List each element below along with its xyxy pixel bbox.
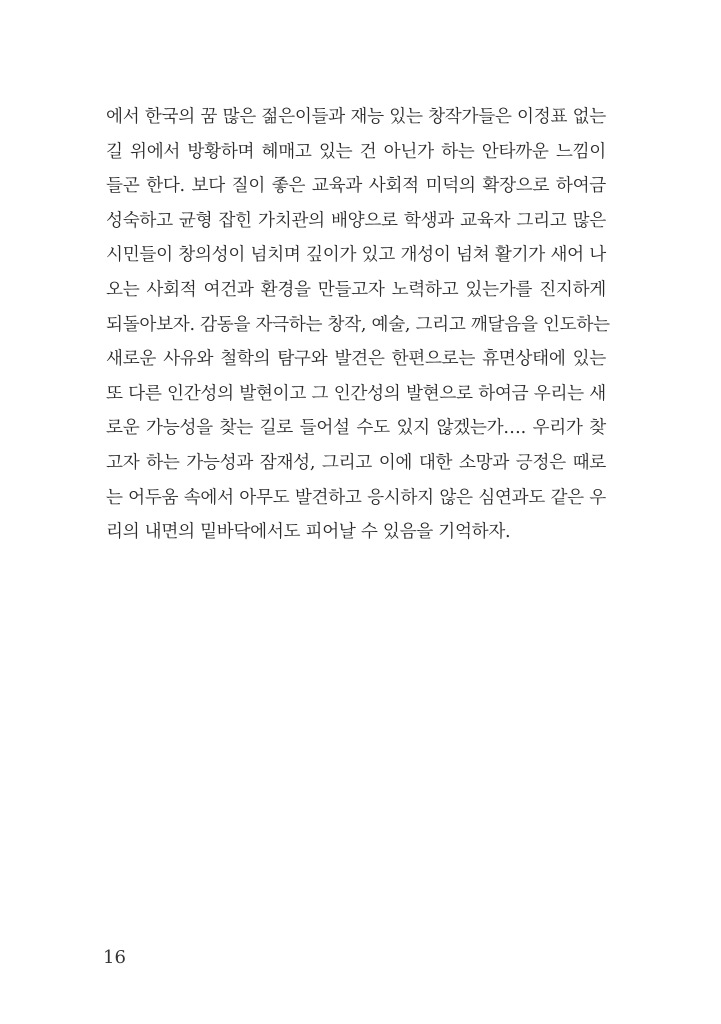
text-line: 들곤 한다. 보다 질이 좋은 교육과 사회적 미덕의 확장으로 하여금 [106, 176, 606, 197]
text-line: 시민들이 창의성이 넘치며 깊이가 있고 개성이 넘쳐 활기가 새어 나 [106, 245, 606, 266]
text-line: 또 다른 인간성의 발현이고 그 인간성의 발현으로 하여금 우리는 새 [106, 383, 606, 404]
text-line: 로운 가능성을 찾는 길로 들어설 수도 있지 않겠는가…. 우리가 찾 [106, 418, 606, 439]
text-line: 되돌아보자. 감동을 자극하는 창작, 예술, 그리고 깨달음을 인도하는 [106, 314, 610, 335]
text-line: 는 어두움 속에서 아무도 발견하고 응시하지 않은 심연과도 같은 우 [106, 487, 606, 508]
text-line: 에서 한국의 꿈 많은 젊은이들과 재능 있는 창작가들은 이정표 없는 [106, 107, 606, 127]
text-line: 길 위에서 방황하며 헤매고 있는 건 아닌가 하는 안타까운 느낌이 [106, 141, 606, 162]
text-line: 오는 사회적 여건과 환경을 만들고자 노력하고 있는가를 진지하게 [106, 279, 606, 300]
text-line: 리의 내면의 밑바닥에서도 피어날 수 있음을 기억하자. [106, 522, 511, 543]
text-line: 고자 하는 가능성과 잠재성, 그리고 이에 대한 소망과 긍정은 때로 [106, 452, 606, 473]
body-paragraph [106, 100, 610, 550]
text-line: 새로운 사유와 철학의 탐구와 발견은 한편으로는 휴면상태에 있는 [106, 349, 606, 370]
text-line: 성숙하고 균형 잡힌 가치관의 배양으로 학생과 교육자 그리고 많은 [106, 210, 606, 231]
page-number: 16 [103, 947, 126, 968]
